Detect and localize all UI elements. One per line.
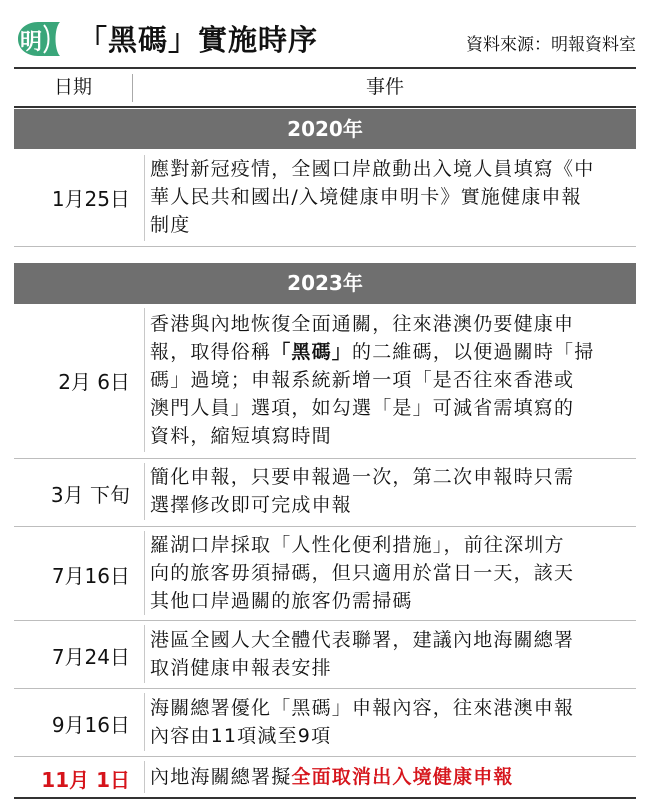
timeline-row — [14, 621, 636, 687]
event-line: 華人民共和國出/入境健康申明卡》實施健康申報 — [150, 186, 582, 208]
event-line — [150, 338, 634, 366]
event-text: 的二維碼，以便過關時「掃 — [352, 341, 595, 363]
year-band-2023: 2023年 — [14, 263, 636, 304]
event-line: 碼」過境；申報系統新增一項「是否往來香港或 — [150, 369, 575, 391]
event-line: 內容由11項減至9項 — [150, 725, 332, 747]
column-header-date: 日期 — [53, 76, 92, 98]
timeline-row — [14, 459, 636, 524]
event-text: 報，取得俗稱 — [150, 341, 272, 363]
row-divider — [144, 308, 145, 452]
source-note: 資料來源：明報資料室 — [466, 35, 636, 55]
row-date: 7月16日 — [51, 564, 130, 588]
timeline-row — [14, 689, 636, 755]
row-divider — [144, 155, 145, 241]
row-event — [150, 463, 634, 519]
row-event — [150, 531, 634, 615]
row-date: 7月24日 — [51, 645, 130, 669]
row-event — [150, 763, 634, 791]
row-divider — [144, 531, 145, 615]
timeline-row-highlight — [14, 757, 636, 797]
row-event — [150, 310, 634, 450]
header-rule — [14, 106, 636, 108]
row-divider — [144, 463, 145, 520]
row-rule — [14, 246, 636, 247]
page-title: 「黑碼」實施時序 — [78, 23, 319, 57]
event-line: 簡化申報，只要申報過一次，第二次申報時只需 — [150, 466, 575, 488]
event-line: 羅湖口岸採取「人性化便利措施」，前往深圳方 — [150, 534, 565, 556]
year-band-2020: 2020年 — [14, 109, 636, 149]
timeline-row — [14, 527, 636, 619]
row-event — [150, 694, 634, 750]
event-line: 香港與內地恢復全面通關，往來港澳仍要健康申 — [150, 313, 575, 335]
bottom-rule — [14, 797, 636, 799]
event-line — [150, 763, 634, 791]
timeline-row — [14, 149, 636, 245]
row-date: 11月 1日 — [41, 768, 130, 792]
event-line: 制度 — [150, 214, 191, 236]
row-event — [150, 626, 634, 682]
event-line: 應對新冠疫情，全國口岸啟動出入境人員填寫《中 — [150, 158, 595, 180]
event-line: 向的旅客毋須掃碼，但只適用於當日一天，該天 — [150, 562, 575, 584]
event-line: 澳門人員」選項，如勾選「是」可減省需填寫的 — [150, 397, 575, 419]
event-text: 內地海關總署擬 — [150, 766, 292, 788]
row-divider — [144, 761, 145, 793]
row-date: 9月16日 — [51, 713, 130, 737]
row-date: 1月25日 — [51, 187, 130, 211]
event-line: 海關總署優化「黑碼」申報內容，往來港澳申報 — [150, 697, 575, 719]
row-date: 3月 下旬 — [50, 483, 130, 507]
timeline-row — [14, 304, 636, 456]
row-divider — [144, 625, 145, 683]
logo-text: 明 — [20, 30, 43, 55]
event-text-highlight: 全面取消出入境健康申報 — [291, 766, 514, 788]
event-line: 取消健康申報表安排 — [150, 657, 332, 679]
event-line: 港區全國人大全體代表聯署，建議內地海關總署 — [150, 629, 575, 651]
row-divider — [144, 693, 145, 751]
event-line: 選擇修改即可完成申報 — [150, 494, 353, 516]
column-header-divider — [132, 74, 133, 102]
row-date: 2月 6日 — [58, 370, 130, 394]
event-text-bold: 「黑碼」 — [271, 341, 353, 363]
event-line: 其他口岸過關的旅客仍需掃碼 — [150, 590, 413, 612]
event-line: 資料，縮短填寫時間 — [150, 425, 332, 447]
row-event — [150, 155, 634, 239]
column-header-event: 事件 — [365, 76, 404, 98]
